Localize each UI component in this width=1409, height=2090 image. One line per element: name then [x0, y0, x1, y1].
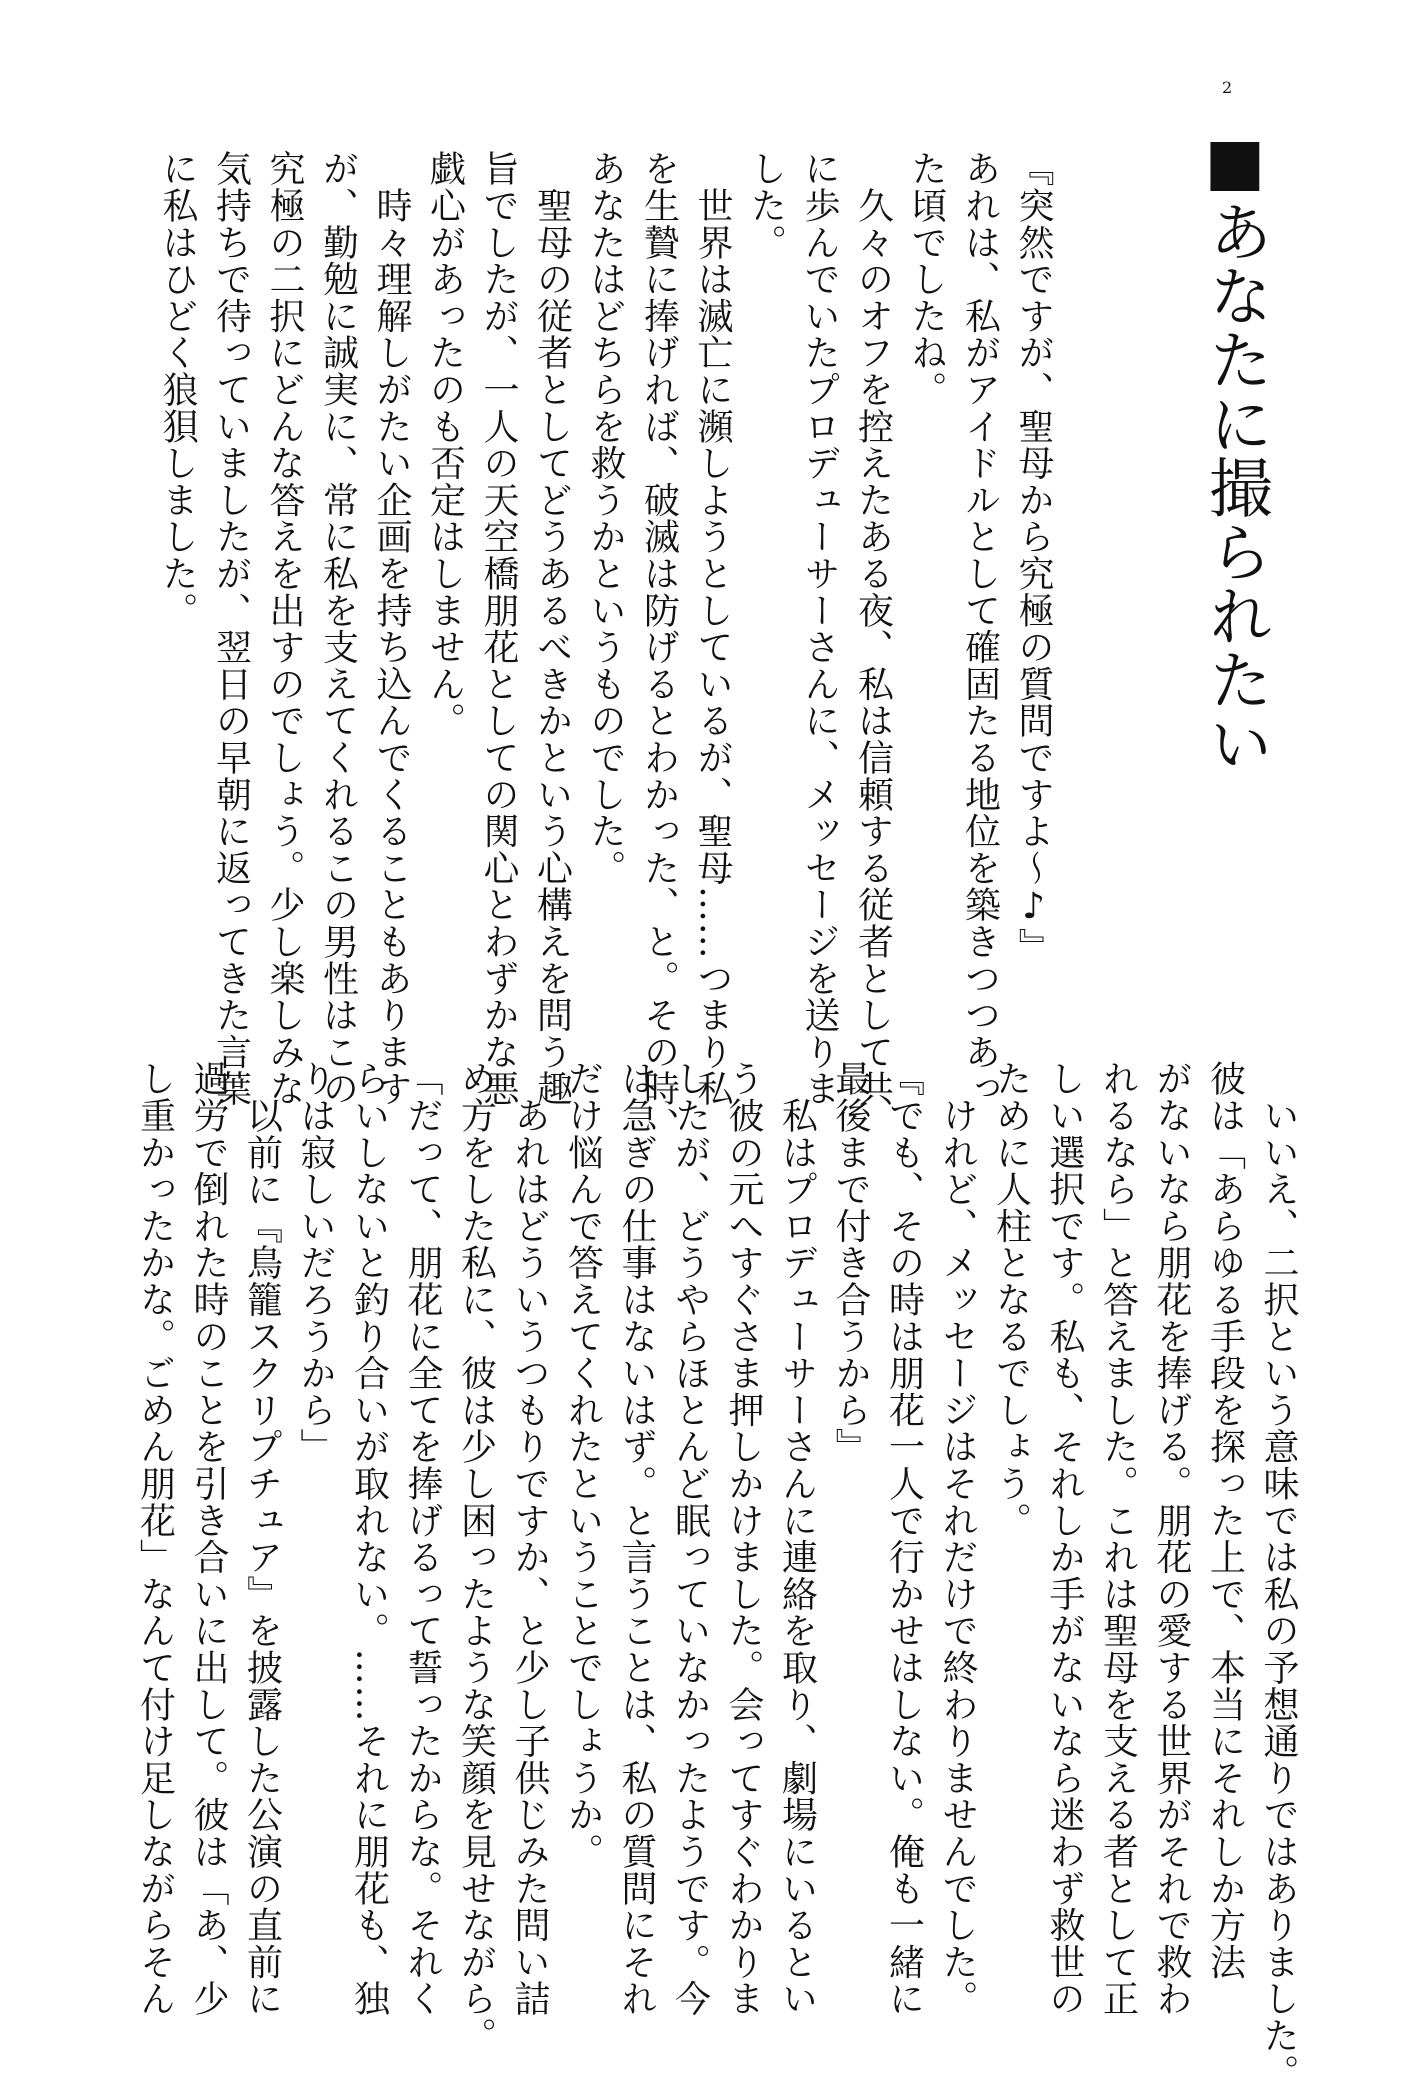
text-line: した。 [745, 150, 787, 261]
text-line: ために人柱となるでしょう。 [990, 1060, 1032, 1539]
text-line: が、勤勉に誠実に、常に私を支えてくれるこの男性はこの [317, 150, 359, 1107]
text-line: め方をした私に、彼は少し困ったような笑顔を見せながら。 [455, 1060, 497, 2054]
text-line: 旨でしたが、一人の天空橋朋花としての関心とわずかな悪 [478, 150, 519, 1107]
text-line: 久々のオフを控えたある夜、私は信頼する従者として共 [852, 150, 894, 1107]
text-line: 「だって、朋花に全てを捧げるって誓ったからな。それく [402, 1060, 443, 2017]
page-number: 2 [1222, 78, 1233, 97]
text-line: あれは、私がアイドルとして確固たる地位を築きつつあっ [959, 150, 1001, 1107]
text-line: 戯心があったのも否定はしません。 [424, 150, 466, 739]
text-line: 私はプロデューサーさんに連絡を取り、劇場にいるとい [776, 1060, 818, 2017]
text-line: 聖母の従者としてどうあるべきかという心構えを問う趣 [531, 150, 573, 1107]
text-line: したが、どうやらほとんど眠っていなかったようです。今 [669, 1060, 711, 2017]
text-line: りは寂しいだろうから」 [295, 1060, 336, 1465]
text-line: 彼は「あらゆる手段を探った上で、本当にそれしか方法 [1204, 1060, 1246, 1980]
text-line: を生贄に捧げれば、破滅は防げるとわかった、と。その時、 [638, 150, 680, 1144]
text-line: し重かったかな。ごめん朋花」なんて付け足しながらそん [134, 1060, 176, 2017]
text-line: は急ぎの仕事はないはず。と言うことは、私の質問にそれ [616, 1060, 657, 2017]
text-line: らいしないと釣り合いが取れない。……それに朋花も、独 [348, 1060, 390, 2017]
text-line: う彼の元へすぐさま押しかけました。会ってすぐわかりま [723, 1060, 764, 2017]
text-line: に私はひどく狼狽しました。 [157, 150, 198, 629]
text-line: 『突然ですが、聖母から究極の質問ですよ〜♪』 [1013, 150, 1054, 965]
section-title: ■あなたに撮られたい [1198, 125, 1272, 775]
text-line: れるなら」と答えました。これは聖母を支える者として正 [1097, 1060, 1139, 2017]
text-line: だけ悩んで答えてくれたということでしょうか。 [562, 1060, 604, 1870]
text-line: 世界は滅亡に瀕しようとしているが、聖母……つまり私 [692, 150, 733, 1107]
text-line: 最後まで付き合うから』 [830, 1060, 871, 1465]
text-line: た頃でしたね。 [906, 150, 947, 408]
text-line: 『でも、その時は朋花一人で行かせはしない。俺も一緒に [883, 1060, 925, 2017]
text-line: がないなら朋花を捧げる。朋花の愛する世界がそれで救わ [1151, 1060, 1192, 2017]
text-line: 究極の二択にどんな答えを出すのでしょう。少し楽しみな [264, 150, 305, 1107]
text-line: あれはどういうつもりですか、と少し子供じみた問い詰 [509, 1060, 550, 2017]
text-line: に歩んでいたプロデューサーさんに、メッセージを送りま [799, 150, 840, 1107]
text-line: あなたはどちらを救うかというものでした。 [585, 150, 626, 886]
text-line: けれど、メッセージはそれだけで終わりませんでした。 [937, 1060, 978, 2017]
body-text-lower [134, 1060, 1305, 2090]
text-line: いいえ、二択という意味では私の予想通りではありました。 [1258, 1060, 1299, 2090]
text-line: 時々理解しがたい企画を持ち込んでくることもあります [371, 150, 412, 1107]
text-line: しい選択です。私も、それしか手がないなら迷わず救世の [1044, 1060, 1085, 2017]
text-line: 以前に『鳥籠スクリプチュア』を披露した公演の直前に [241, 1060, 283, 2017]
text-line: 気持ちで待っていましたが、翌日の早朝に返ってきた言葉 [210, 150, 252, 1107]
body-text-upper [157, 150, 1060, 1144]
text-line: 過労で倒れた時のことを引き合いに出して。彼は「あ、少 [188, 1060, 229, 2017]
